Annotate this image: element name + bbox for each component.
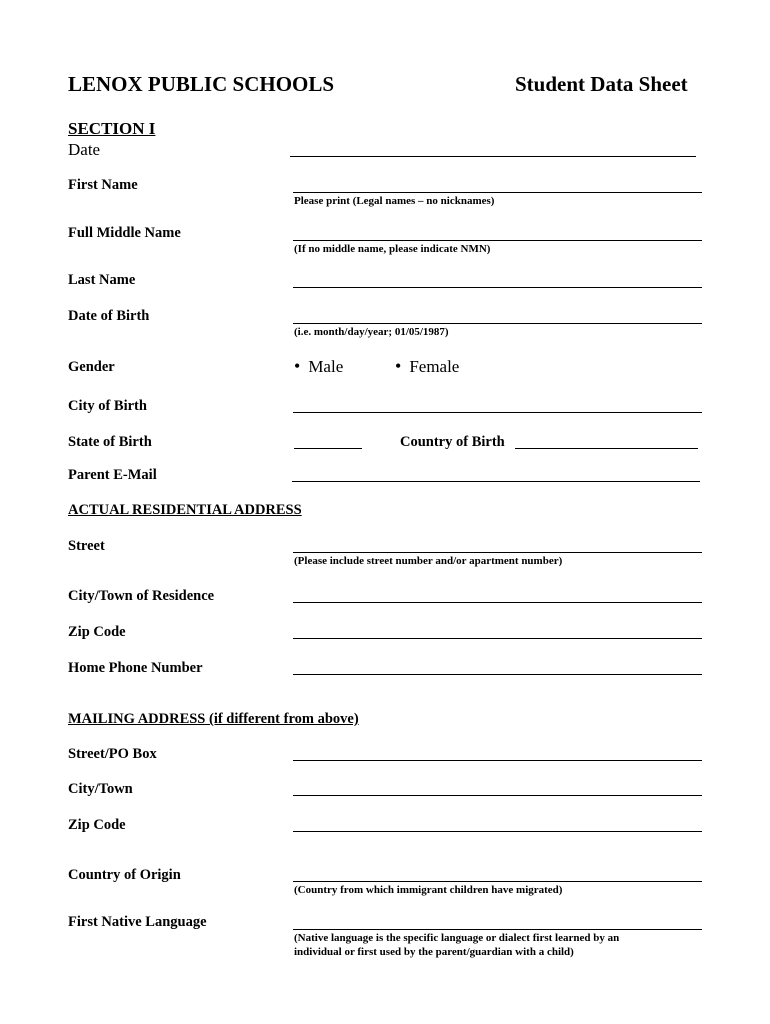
mailing-city-field[interactable] (293, 795, 702, 796)
first-name-label: First Name (68, 177, 138, 193)
native-language-label: First Native Language (68, 914, 207, 930)
first-name-note: Please print (Legal names – no nicknames) (294, 195, 495, 207)
mailing-zip-field[interactable] (293, 831, 702, 832)
city-residence-label: City/Town of Residence (68, 588, 215, 604)
native-language-field[interactable] (293, 929, 702, 930)
parent-email-field[interactable] (292, 481, 700, 482)
state-of-birth-field[interactable] (294, 448, 362, 449)
middle-name-note: (If no middle name, please indicate NMN) (294, 243, 491, 255)
native-language-note-2: individual or first used by the parent/guardian with a child) (294, 946, 574, 958)
last-name-label: Last Name (68, 272, 136, 288)
bullet-icon: • (294, 356, 301, 376)
zip-field[interactable] (293, 638, 702, 639)
dob-note: (i.e. month/day/year; 01/05/1987) (294, 326, 449, 338)
gender-option-male[interactable]: • Male (294, 356, 344, 376)
date-label: Date (68, 140, 101, 159)
country-of-birth-field[interactable] (515, 448, 698, 449)
residential-address-heading: ACTUAL RESIDENTIAL ADDRESS (68, 502, 302, 518)
first-name-field[interactable] (293, 192, 702, 193)
country-origin-label: Country of Origin (68, 867, 181, 883)
country-origin-note: (Country from which immigrant children have migrated) (294, 884, 563, 896)
city-of-birth-label: City of Birth (68, 398, 147, 414)
document-title: Student Data Sheet (515, 72, 688, 96)
mailing-zip-label: Zip Code (68, 817, 126, 833)
section-1-heading: SECTION I (68, 119, 156, 138)
dob-field[interactable] (293, 323, 702, 324)
mailing-address-heading: MAILING ADDRESS (if different from above) (68, 711, 359, 727)
city-residence-field[interactable] (293, 602, 702, 603)
school-name: LENOX PUBLIC SCHOOLS (68, 72, 335, 96)
parent-email-label: Parent E-Mail (68, 467, 157, 483)
middle-name-field[interactable] (293, 240, 702, 241)
gender-option-female[interactable]: • Female (395, 356, 460, 376)
home-phone-field[interactable] (293, 674, 702, 675)
country-origin-field[interactable] (293, 881, 702, 882)
street-note: (Please include street number and/or apartment number) (294, 555, 563, 567)
zip-label: Zip Code (68, 624, 126, 640)
middle-name-label: Full Middle Name (68, 225, 181, 241)
mailing-city-label: City/Town (68, 781, 133, 797)
state-of-birth-label: State of Birth (68, 434, 152, 450)
street-label: Street (68, 538, 105, 554)
home-phone-label: Home Phone Number (68, 660, 203, 676)
country-of-birth-label: Country of Birth (400, 434, 505, 450)
city-of-birth-field[interactable] (293, 412, 702, 413)
mailing-street-label: Street/PO Box (68, 746, 157, 762)
date-field[interactable] (290, 156, 696, 157)
native-language-note-1: (Native language is the specific language or dialect first learned by an (294, 932, 620, 944)
mailing-street-field[interactable] (293, 760, 702, 761)
last-name-field[interactable] (293, 287, 702, 288)
street-field[interactable] (293, 552, 702, 553)
dob-label: Date of Birth (68, 308, 150, 324)
bullet-icon: • (395, 356, 402, 376)
gender-label: Gender (68, 359, 115, 375)
